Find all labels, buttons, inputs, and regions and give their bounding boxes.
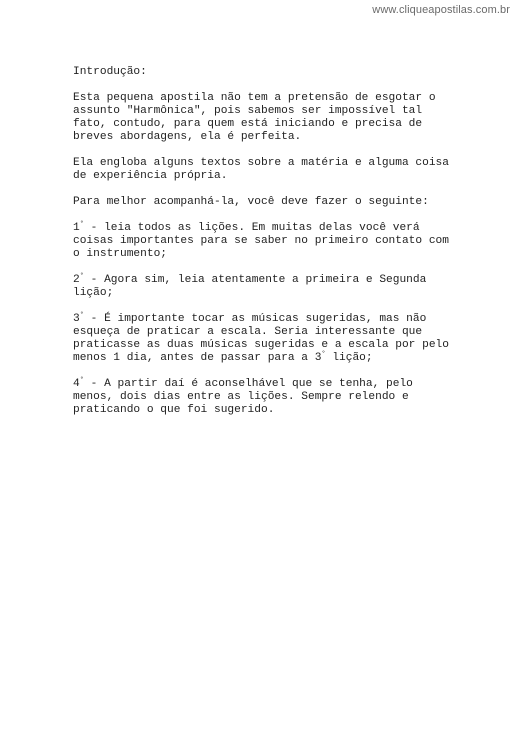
step-text: - É importante tocar as músicas sugeridas, mas não esqueça de praticar a escala. Seria interessante que praticasse as duas músicas sugeridas e a escala por pelo menos 1 dia, antes de passar para a 3: [73, 313, 449, 364]
document-body: [73, 66, 453, 430]
step-3: [73, 313, 453, 365]
step-1: [73, 222, 453, 261]
step-text-end: lição;: [325, 352, 373, 364]
intro-heading: Introdução:: [73, 66, 147, 78]
instructions-paragraph: Para melhor acompanhá-la, você deve fazer o seguinte:: [73, 196, 429, 208]
step-number: 4: [73, 378, 80, 390]
step-number: 3: [73, 313, 80, 325]
ordinal-mark: °: [79, 220, 84, 229]
ordinal-mark: °: [79, 311, 84, 320]
step-text: - Agora sim, leia atentamente a primeira e Segunda lição;: [73, 274, 427, 299]
ordinal-mark: °: [321, 350, 326, 359]
intro-paragraph: Esta pequena apostila não tem a pretensão de esgotar o assunto "Harmônica", pois sabemos ser impossível tal fato, contudo, para quem está iniciando e precisa de breves abordagens, ela é perfeita.: [73, 92, 436, 143]
step-number: 1: [73, 222, 80, 234]
step-number: 2: [73, 274, 80, 286]
step-4: [73, 378, 453, 417]
step-2: [73, 274, 453, 300]
ordinal-mark: °: [79, 376, 84, 385]
ordinal-mark: °: [79, 272, 84, 281]
scope-paragraph: Ela engloba alguns textos sobre a matéria e alguma coisa de experiência própria.: [73, 157, 449, 182]
site-url: www.cliqueapostilas.com.br: [372, 4, 510, 16]
step-text: - leia todos as lições. Em muitas delas você verá coisas importantes para se saber no primeiro contato com o instrumento;: [73, 222, 449, 260]
step-text: - A partir daí é aconselhável que se tenha, pelo menos, dois dias entre as lições. Sempre relendo e praticando o que foi sugerido.: [73, 378, 413, 416]
